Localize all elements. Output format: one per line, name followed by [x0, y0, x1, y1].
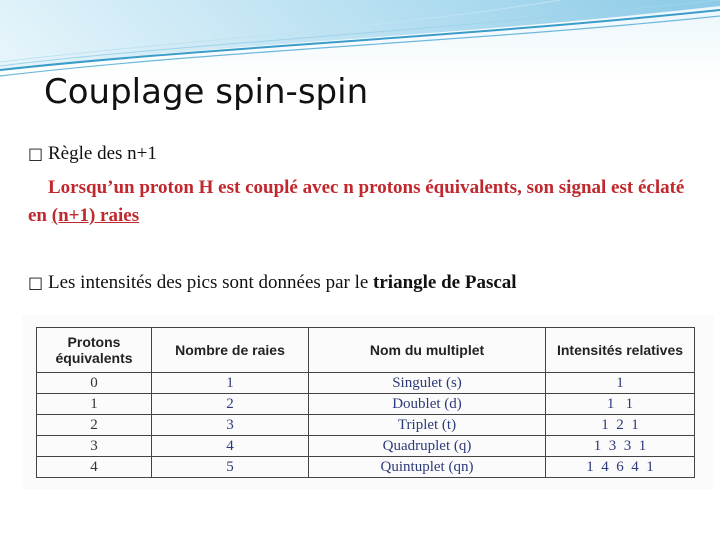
- decorative-header-banner: [0, 0, 720, 80]
- table-row: [37, 457, 695, 478]
- cell-intensites: 1 3 3 1: [546, 436, 695, 457]
- cell-raies: 4: [152, 436, 309, 457]
- table-row: [37, 436, 695, 457]
- cell-raies: 3: [152, 415, 309, 436]
- rule-heading: Règle des n+1: [48, 143, 157, 164]
- rule-text: Lorsqu’un proton H est couplé avec n protons équivalents, son signal est éclaté en: [28, 177, 685, 226]
- header-protons: Protons équivalents: [37, 328, 152, 373]
- cell-protons: 2: [37, 415, 152, 436]
- header-intensites: Intensités relatives: [546, 328, 695, 373]
- square-bullet-icon: □: [28, 273, 44, 292]
- cell-intensites: 1 1: [546, 394, 695, 415]
- cell-protons: 0: [37, 373, 152, 394]
- cell-protons: 1: [37, 394, 152, 415]
- table-header-row: [37, 328, 695, 373]
- slide-title: Couplage spin-spin: [44, 72, 369, 112]
- multiplet-table: [36, 327, 695, 478]
- rule-paragraph: [28, 174, 698, 230]
- cell-multiplet: Singulet (s): [309, 373, 546, 394]
- table-row: [37, 394, 695, 415]
- rule-bullet: [28, 143, 157, 165]
- header-nombre-raies: Nombre de raies: [152, 328, 309, 373]
- cell-multiplet: Quadruplet (q): [309, 436, 546, 457]
- multiplet-table-image: [22, 315, 714, 489]
- cell-raies: 1: [152, 373, 309, 394]
- cell-protons: 4: [37, 457, 152, 478]
- table-row: [37, 415, 695, 436]
- cell-raies: 5: [152, 457, 309, 478]
- cell-multiplet: Triplet (t): [309, 415, 546, 436]
- intensities-bullet: [28, 272, 517, 294]
- cell-raies: 2: [152, 394, 309, 415]
- pascal-triangle-label: triangle de Pascal: [373, 272, 517, 293]
- header-nom-multiplet: Nom du multiplet: [309, 328, 546, 373]
- table-row: [37, 373, 695, 394]
- cell-intensites: 1: [546, 373, 695, 394]
- square-bullet-icon: □: [28, 144, 44, 163]
- rule-highlight: (n+1) raies: [51, 205, 140, 226]
- cell-protons: 3: [37, 436, 152, 457]
- cell-intensites: 1 4 6 4 1: [546, 457, 695, 478]
- cell-multiplet: Doublet (d): [309, 394, 546, 415]
- cell-intensites: 1 2 1: [546, 415, 695, 436]
- intensities-text: Les intensités des pics sont données par le: [48, 272, 374, 293]
- cell-multiplet: Quintuplet (qn): [309, 457, 546, 478]
